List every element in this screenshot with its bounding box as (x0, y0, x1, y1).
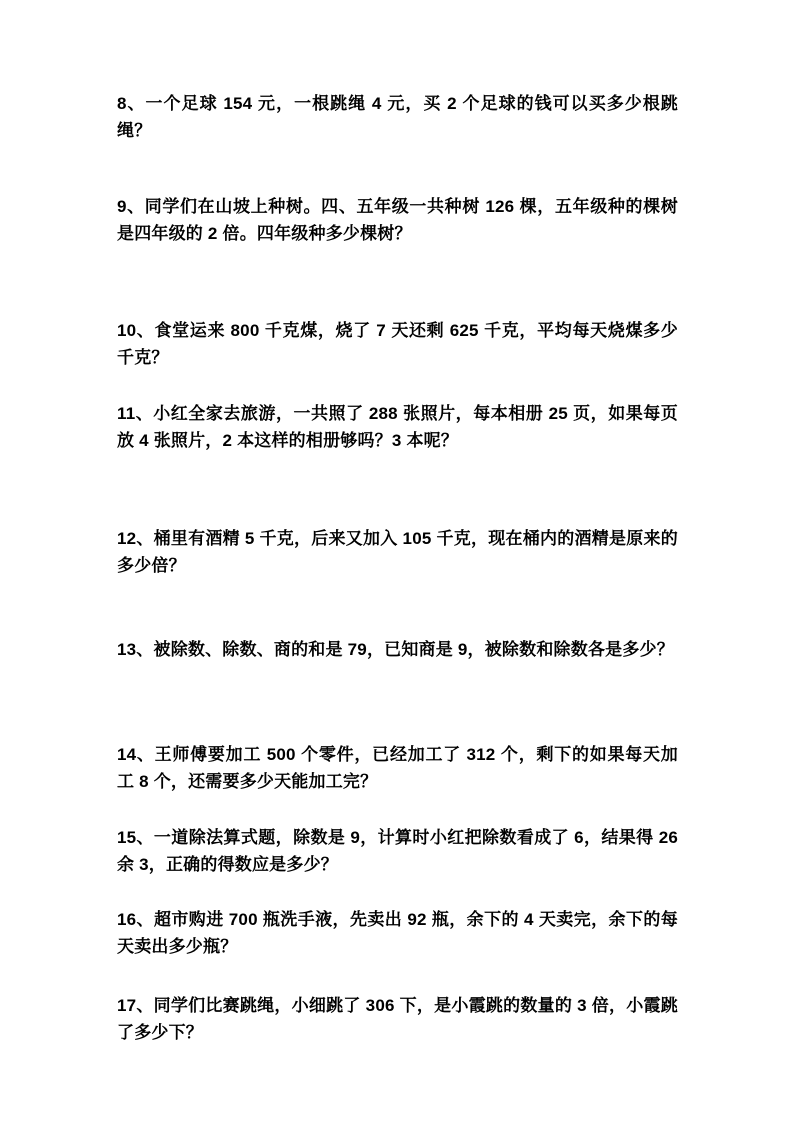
question-11: 11、小红全家去旅游，一共照了 288 张照片，每本相册 25 页，如果每页放 4 张照片，2 本这样的相册够吗？3 本呢？ (117, 404, 678, 450)
question-13: 13、被除数、除数、商的和是 79，已知商是 9，被除数和除数各是多少？ (117, 640, 674, 659)
question-12: 12、桶里有酒精 5 千克，后来又加入 105 千克，现在桶内的酒精是原来的多少倍？ (117, 529, 678, 575)
question-15: 15、一道除法算式题，除数是 9，计算时小红把除数看成了 6，结果得 26 余 3，正确的得数应是多少？ (117, 828, 678, 874)
question-8: 8、一个足球 154 元，一根跳绳 4 元，买 2 个足球的钱可以买多少根跳绳？ (117, 94, 678, 140)
question-10: 10、食堂运来 800 千克煤，烧了 7 天还剩 625 千克，平均每天烧煤多少千克？ (117, 321, 678, 367)
question-17: 17、同学们比赛跳绳，小细跳了 306 下，是小霞跳的数量的 3 倍，小霞跳了多少下？ (117, 996, 678, 1042)
question-16: 16、超市购进 700 瓶洗手液，先卖出 92 瓶，余下的 4 天卖完，余下的每天卖出多少瓶？ (117, 910, 678, 956)
question-9: 9、同学们在山坡上种树。四、五年级一共种树 126 棵，五年级种的棵树是四年级的 2 倍。四年级种多少棵树？ (117, 197, 678, 243)
question-14: 14、王师傅要加工 500 个零件，已经加工了 312 个，剩下的如果每天加工 8 个，还需要多少天能加工完？ (117, 745, 678, 791)
